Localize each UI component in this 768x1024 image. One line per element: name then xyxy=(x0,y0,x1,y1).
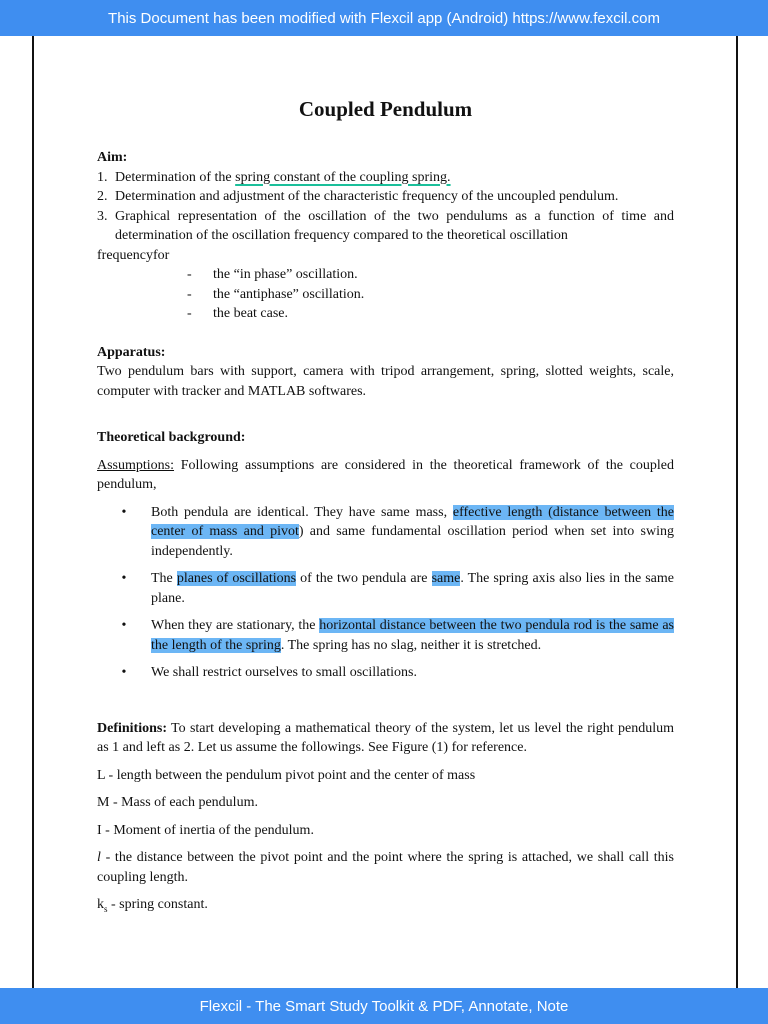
page-border-left xyxy=(32,36,34,988)
list-item xyxy=(97,616,674,655)
dash-marker: - xyxy=(187,267,192,282)
bullet-text: Both pendula are identical. They have same mass, xyxy=(151,504,453,520)
bottom-banner-text: Flexcil - The Smart Study Toolkit & PDF, Annotate, Note xyxy=(199,997,569,1015)
pen-underline-annotation: spring constant of the coupling spring. xyxy=(235,169,451,185)
highlight-annotation: planes of oscillations xyxy=(176,571,297,586)
apparatus-text: Two pendulum bars with support, camera with tripod arrangement, spring, slotted weights, scale, computer with tracker and MATLAB softwares. xyxy=(97,364,674,399)
oscillation-case-list xyxy=(97,265,674,324)
definition-l-text: - the distance between the pivot point and the point where the spring is attached, we shall call this coupling length. xyxy=(97,850,674,885)
bullet-text: When they are stationary, the xyxy=(151,618,320,633)
definitions-section xyxy=(97,719,674,915)
aim-item-number: 3. xyxy=(97,208,108,224)
page-title: Coupled Pendulum xyxy=(298,97,473,121)
definitions-heading: Definitions: xyxy=(97,720,167,736)
case-text: the beat case. xyxy=(213,306,289,321)
bullet-marker: • xyxy=(121,571,127,586)
definition-l xyxy=(97,848,674,887)
aim-item-number: 2. xyxy=(97,189,108,204)
assumptions-label: Assumptions: xyxy=(97,457,175,473)
highlight-annotation: same xyxy=(431,571,461,586)
bullet-text: The xyxy=(151,571,177,586)
aim-item-text: Determination of the xyxy=(115,169,236,185)
definition-M: M - Mass of each pendulum. xyxy=(97,795,258,810)
highlight-annotation: horizontal distance between the two pendula rod is the same as the length of the spring xyxy=(151,618,674,653)
case-text: the “antiphase” oscillation. xyxy=(213,286,365,302)
document-page xyxy=(97,96,674,915)
apparatus-heading: Apparatus: xyxy=(97,344,166,360)
list-item xyxy=(97,503,674,562)
bullet-text: . The spring has no slag, neither it is stretched. xyxy=(280,637,542,653)
aim-section xyxy=(97,148,674,324)
list-item xyxy=(97,663,674,683)
aim-item-2 xyxy=(97,187,674,207)
definitions-intro xyxy=(97,719,674,758)
top-banner xyxy=(0,0,768,36)
aim-item-text: Graphical representation of the oscillation of the two pendulums as a function of time and determination of the oscillation frequency compared to the theoretical oscillation xyxy=(115,208,674,243)
bullet-text: . The spring axis also lies in the same plane. xyxy=(151,571,674,606)
bullet-text: ) and same fundamental oscillation period when set into swing independently. xyxy=(151,524,674,559)
theory-heading: Theoretical background: xyxy=(97,430,246,445)
aim-item-3-tail: frequencyfor xyxy=(97,247,170,263)
definition-k-text: - spring constant. xyxy=(107,897,208,912)
case-text: the “in phase” oscillation. xyxy=(213,267,358,282)
bullet-text: We shall restrict ourselves to small oscillations. xyxy=(151,665,417,680)
symbol-l: l xyxy=(97,850,101,865)
definitions-intro-text: To start developing a mathematical theory of the system, let us level the right pendulum as 1 and left as 2. Let us assume the followings. See Figure (1) for reference. xyxy=(97,720,674,755)
list-item xyxy=(97,569,674,608)
definition-I: I - Moment of inertia of the pendulum. xyxy=(97,822,314,838)
list-item xyxy=(97,285,674,305)
aim-item-number: 1. xyxy=(97,169,108,185)
aim-heading: Aim: xyxy=(97,150,128,165)
apparatus-section xyxy=(97,343,674,402)
bullet-marker: • xyxy=(121,618,127,633)
top-banner-text: This Document has been modified with Flexcil app (Android) https://www.fexcil.com xyxy=(108,9,660,27)
aim-item-3 xyxy=(97,207,674,246)
assumptions-intro: Following assumptions are considered in the theoretical framework of the coupled pendulum, xyxy=(97,457,674,492)
dash-marker: - xyxy=(187,306,192,321)
bullet-marker: • xyxy=(121,665,127,680)
list-item xyxy=(97,265,674,285)
assumption-list xyxy=(97,503,674,683)
aim-item-text: Determination and adjustment of the characteristic frequency of the uncoupled pendulum. xyxy=(115,189,619,204)
theory-section xyxy=(97,428,674,683)
list-item xyxy=(97,304,674,324)
aim-item-1 xyxy=(97,168,674,188)
highlight-annotation: effective length (distance between the center of mass and pivot xyxy=(151,504,674,539)
symbol-k-subscript: s xyxy=(104,903,108,914)
dash-marker: - xyxy=(187,286,192,302)
bullet-marker: • xyxy=(121,504,127,520)
symbol-k: k xyxy=(97,897,104,912)
bullet-text: of the two pendula are xyxy=(296,571,432,586)
page-border-right xyxy=(736,36,738,988)
definition-k xyxy=(97,895,674,915)
assumptions-paragraph xyxy=(97,456,674,495)
definition-L: L - length between the pendulum pivot point and the center of mass xyxy=(97,767,476,783)
bottom-banner xyxy=(0,988,768,1024)
